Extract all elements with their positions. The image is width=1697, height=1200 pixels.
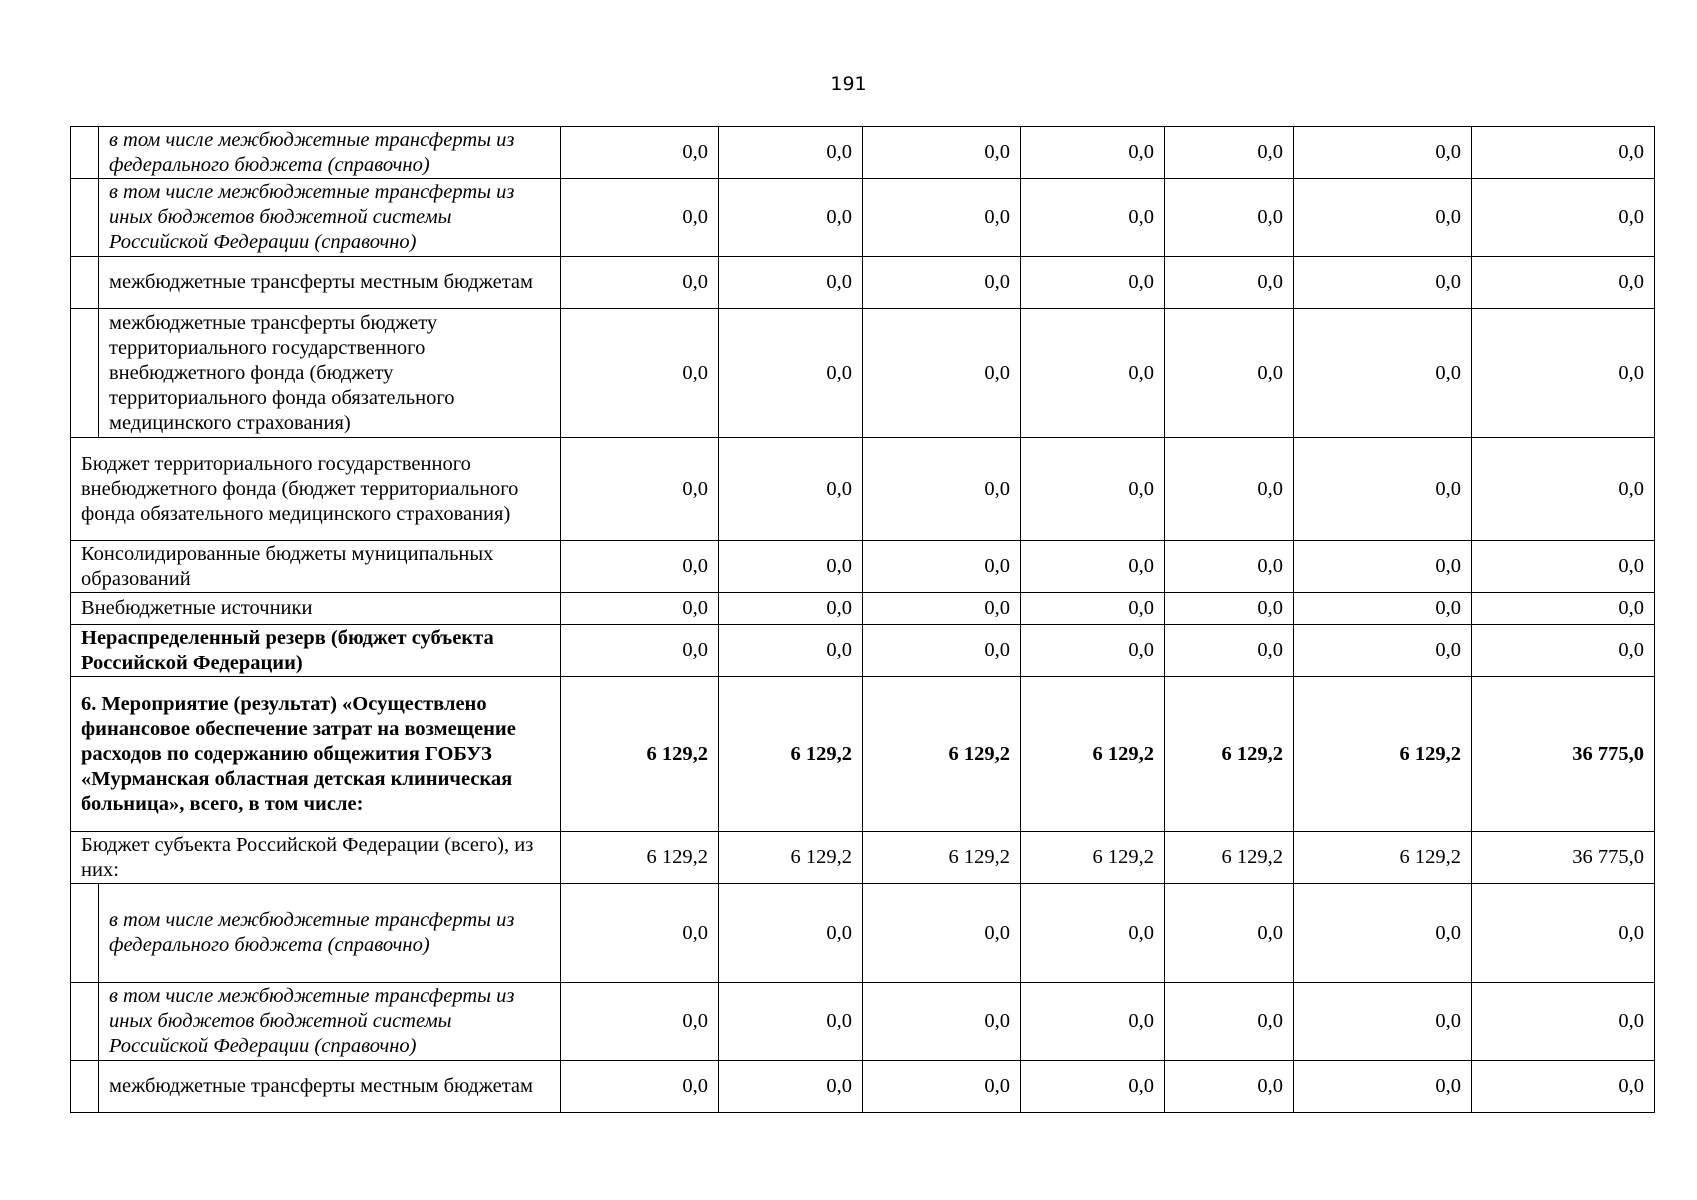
value-cell: 0,0 bbox=[1165, 438, 1294, 541]
value-cell: 0,0 bbox=[863, 1061, 1021, 1113]
value-cell: 6 129,2 bbox=[561, 677, 719, 832]
total-cell: 0,0 bbox=[1472, 625, 1655, 677]
value-cell: 0,0 bbox=[561, 625, 719, 677]
value-cell: 0,0 bbox=[1021, 593, 1165, 625]
table-row bbox=[71, 884, 1655, 983]
value-cell: 6 129,2 bbox=[1165, 832, 1294, 884]
value-cell: 0,0 bbox=[1294, 541, 1472, 593]
value-cell: 6 129,2 bbox=[719, 832, 863, 884]
value-cell: 0,0 bbox=[1165, 983, 1294, 1061]
row-label: в том числе межбюджетные трансферты из иных бюджетов бюджетной системы Российской Федерации (справочно) bbox=[99, 983, 561, 1061]
value-cell: 0,0 bbox=[863, 438, 1021, 541]
value-cell: 0,0 bbox=[719, 179, 863, 257]
indent-gutter bbox=[71, 127, 99, 179]
value-cell: 0,0 bbox=[1294, 257, 1472, 309]
value-cell: 0,0 bbox=[1294, 983, 1472, 1061]
indent-gutter bbox=[71, 983, 99, 1061]
value-cell: 6 129,2 bbox=[719, 677, 863, 832]
budget-table bbox=[70, 126, 1655, 1113]
value-cell: 0,0 bbox=[561, 257, 719, 309]
value-cell: 6 129,2 bbox=[1021, 677, 1165, 832]
value-cell: 0,0 bbox=[561, 127, 719, 179]
row-label: межбюджетные трансферты местным бюджетам bbox=[99, 1061, 561, 1113]
row-label: Консолидированные бюджеты муниципальных образований bbox=[71, 541, 561, 593]
value-cell: 0,0 bbox=[1021, 625, 1165, 677]
value-cell: 0,0 bbox=[1165, 257, 1294, 309]
value-cell: 0,0 bbox=[1165, 593, 1294, 625]
row-label: в том числе межбюджетные трансферты из федерального бюджета (справочно) bbox=[99, 884, 561, 983]
value-cell: 0,0 bbox=[719, 438, 863, 541]
value-cell: 0,0 bbox=[719, 625, 863, 677]
row-label: Бюджет территориального государственного внебюджетного фонда (бюджет территориального фонда обязательного медицинского страхования) bbox=[71, 438, 561, 541]
value-cell: 0,0 bbox=[561, 541, 719, 593]
value-cell: 0,0 bbox=[1294, 884, 1472, 983]
row-label: Бюджет субъекта Российской Федерации (всего), из них: bbox=[71, 832, 561, 884]
value-cell: 0,0 bbox=[561, 884, 719, 983]
value-cell: 0,0 bbox=[1021, 983, 1165, 1061]
indent-gutter bbox=[71, 257, 99, 309]
total-cell: 0,0 bbox=[1472, 179, 1655, 257]
value-cell: 0,0 bbox=[863, 541, 1021, 593]
total-cell: 0,0 bbox=[1472, 257, 1655, 309]
value-cell: 0,0 bbox=[719, 983, 863, 1061]
value-cell: 0,0 bbox=[863, 179, 1021, 257]
total-cell: 0,0 bbox=[1472, 309, 1655, 438]
value-cell: 0,0 bbox=[719, 309, 863, 438]
value-cell: 0,0 bbox=[1021, 541, 1165, 593]
value-cell: 6 129,2 bbox=[1294, 677, 1472, 832]
value-cell: 0,0 bbox=[719, 884, 863, 983]
row-label: Нераспределенный резерв (бюджет субъекта Российской Федерации) bbox=[71, 625, 561, 677]
value-cell: 0,0 bbox=[1165, 625, 1294, 677]
total-cell: 0,0 bbox=[1472, 1061, 1655, 1113]
value-cell: 0,0 bbox=[719, 127, 863, 179]
value-cell: 0,0 bbox=[1165, 541, 1294, 593]
value-cell: 0,0 bbox=[1165, 179, 1294, 257]
total-cell: 36 775,0 bbox=[1472, 832, 1655, 884]
value-cell: 0,0 bbox=[719, 593, 863, 625]
row-label: межбюджетные трансферты бюджету территориального государственного внебюджетного фонда (бюджету территориального фонда обязательного медицинского страхования) bbox=[99, 309, 561, 438]
indent-gutter bbox=[71, 1061, 99, 1113]
table-row bbox=[71, 309, 1655, 438]
value-cell: 0,0 bbox=[1021, 1061, 1165, 1113]
value-cell: 6 129,2 bbox=[561, 832, 719, 884]
value-cell: 0,0 bbox=[863, 983, 1021, 1061]
value-cell: 0,0 bbox=[561, 1061, 719, 1113]
value-cell: 0,0 bbox=[1021, 884, 1165, 983]
table-row bbox=[71, 677, 1655, 832]
value-cell: 0,0 bbox=[1294, 625, 1472, 677]
value-cell: 0,0 bbox=[1294, 593, 1472, 625]
value-cell: 0,0 bbox=[863, 625, 1021, 677]
value-cell: 0,0 bbox=[863, 884, 1021, 983]
indent-gutter bbox=[71, 179, 99, 257]
total-cell: 0,0 bbox=[1472, 593, 1655, 625]
table-row bbox=[71, 832, 1655, 884]
table-row bbox=[71, 983, 1655, 1061]
value-cell: 6 129,2 bbox=[1294, 832, 1472, 884]
value-cell: 0,0 bbox=[863, 593, 1021, 625]
value-cell: 0,0 bbox=[561, 593, 719, 625]
value-cell: 0,0 bbox=[863, 257, 1021, 309]
page-number: 191 bbox=[830, 73, 867, 95]
value-cell: 0,0 bbox=[1021, 257, 1165, 309]
value-cell: 0,0 bbox=[1165, 309, 1294, 438]
value-cell: 0,0 bbox=[1165, 1061, 1294, 1113]
value-cell: 6 129,2 bbox=[1021, 832, 1165, 884]
value-cell: 0,0 bbox=[1021, 309, 1165, 438]
row-label: 6. Мероприятие (результат) «Осуществлено финансовое обеспечение затрат на возмещение расходов по содержанию общежития ГОБУЗ «Мурманская областная детская клиническая больница», всего, в том числе: bbox=[71, 677, 561, 832]
row-label: в том числе межбюджетные трансферты из иных бюджетов бюджетной системы Российской Федерации (справочно) bbox=[99, 179, 561, 257]
value-cell: 0,0 bbox=[1021, 179, 1165, 257]
total-cell: 0,0 bbox=[1472, 541, 1655, 593]
value-cell: 0,0 bbox=[863, 127, 1021, 179]
value-cell: 6 129,2 bbox=[863, 832, 1021, 884]
value-cell: 0,0 bbox=[561, 309, 719, 438]
total-cell: 0,0 bbox=[1472, 127, 1655, 179]
table-row bbox=[71, 127, 1655, 179]
row-label: межбюджетные трансферты местным бюджетам bbox=[99, 257, 561, 309]
value-cell: 0,0 bbox=[719, 541, 863, 593]
value-cell: 0,0 bbox=[719, 1061, 863, 1113]
table-row bbox=[71, 625, 1655, 677]
value-cell: 0,0 bbox=[561, 179, 719, 257]
value-cell: 0,0 bbox=[1294, 309, 1472, 438]
value-cell: 6 129,2 bbox=[863, 677, 1021, 832]
value-cell: 0,0 bbox=[561, 438, 719, 541]
table-row bbox=[71, 541, 1655, 593]
table-row bbox=[71, 179, 1655, 257]
table-row bbox=[71, 593, 1655, 625]
total-cell: 0,0 bbox=[1472, 438, 1655, 541]
value-cell: 0,0 bbox=[1165, 127, 1294, 179]
row-label: в том числе межбюджетные трансферты из федерального бюджета (справочно) bbox=[99, 127, 561, 179]
indent-gutter bbox=[71, 309, 99, 438]
indent-gutter bbox=[71, 884, 99, 983]
value-cell: 0,0 bbox=[1294, 1061, 1472, 1113]
value-cell: 6 129,2 bbox=[1165, 677, 1294, 832]
total-cell: 0,0 bbox=[1472, 884, 1655, 983]
table-row bbox=[71, 257, 1655, 309]
row-label: Внебюджетные источники bbox=[71, 593, 561, 625]
value-cell: 0,0 bbox=[1165, 884, 1294, 983]
value-cell: 0,0 bbox=[1294, 179, 1472, 257]
value-cell: 0,0 bbox=[1294, 127, 1472, 179]
total-cell: 36 775,0 bbox=[1472, 677, 1655, 832]
value-cell: 0,0 bbox=[1294, 438, 1472, 541]
table-row bbox=[71, 438, 1655, 541]
value-cell: 0,0 bbox=[561, 983, 719, 1061]
table-row bbox=[71, 1061, 1655, 1113]
value-cell: 0,0 bbox=[863, 309, 1021, 438]
value-cell: 0,0 bbox=[719, 257, 863, 309]
value-cell: 0,0 bbox=[1021, 127, 1165, 179]
value-cell: 0,0 bbox=[1021, 438, 1165, 541]
total-cell: 0,0 bbox=[1472, 983, 1655, 1061]
